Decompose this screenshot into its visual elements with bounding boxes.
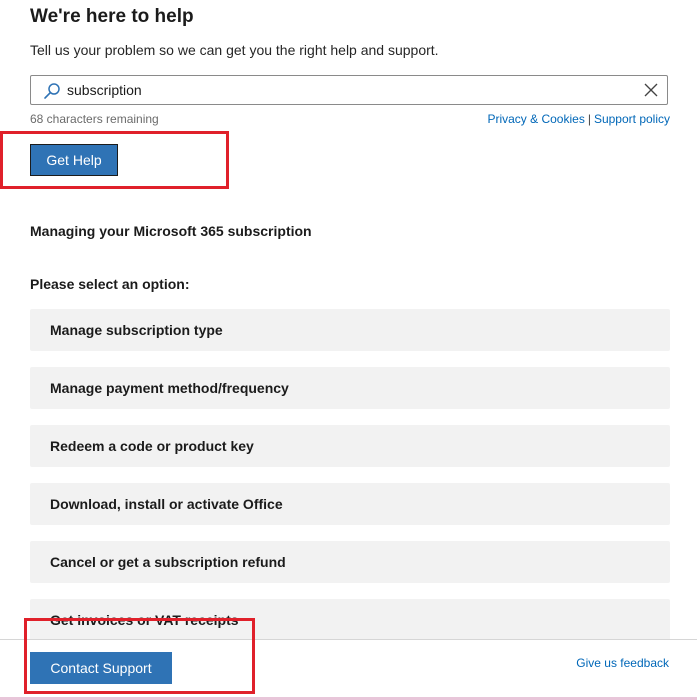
option-manage-subscription-type[interactable]: Manage subscription type	[30, 309, 670, 351]
search-input[interactable]	[67, 79, 627, 101]
page-subtitle: Tell us your problem so we can get you the right help and support.	[30, 42, 439, 58]
select-option-prompt: Please select an option:	[30, 276, 190, 292]
get-help-button[interactable]: Get Help	[30, 144, 118, 176]
option-redeem-code[interactable]: Redeem a code or product key	[30, 425, 670, 467]
privacy-cookies-link[interactable]: Privacy & Cookies	[487, 112, 585, 126]
search-box[interactable]	[30, 75, 668, 105]
link-separator: |	[587, 112, 591, 126]
footer-bar	[0, 639, 697, 700]
search-icon	[43, 82, 61, 100]
give-feedback-link[interactable]: Give us feedback	[576, 656, 669, 670]
option-invoices-vat[interactable]: Get invoices or VAT receipts	[30, 599, 670, 641]
option-list	[30, 309, 670, 657]
option-download-install-office[interactable]: Download, install or activate Office	[30, 483, 670, 525]
policy-links	[487, 112, 670, 126]
option-cancel-refund[interactable]: Cancel or get a subscription refund	[30, 541, 670, 583]
section-heading: Managing your Microsoft 365 subscription	[30, 223, 312, 239]
close-icon[interactable]	[643, 82, 659, 98]
page-title: We're here to help	[30, 6, 194, 27]
chars-remaining-text: 68 characters remaining	[30, 112, 159, 126]
contact-support-button[interactable]: Contact Support	[30, 652, 172, 684]
support-policy-link[interactable]: Support policy	[593, 112, 670, 126]
option-manage-payment-method[interactable]: Manage payment method/frequency	[30, 367, 670, 409]
